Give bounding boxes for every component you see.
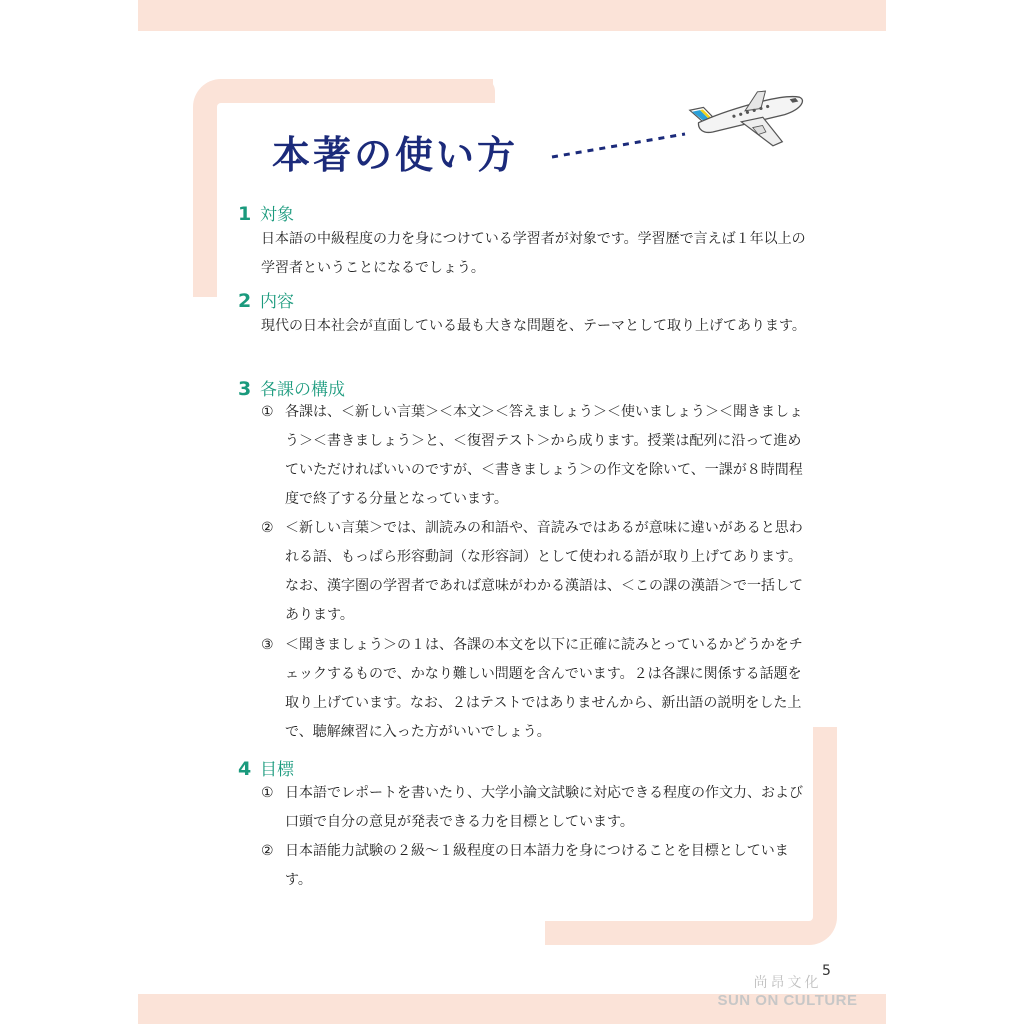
section-3-title: 各課の構成 <box>260 380 345 400</box>
publisher-logo <box>700 972 875 1009</box>
section-1-paragraph: 日本語の中級程度の力を身につけている学習者が対象です。学習歴で言えば１年以上の学習者ということになるでしょう。 <box>261 231 806 276</box>
section-2-heading <box>238 287 294 312</box>
section-2-title: 内容 <box>260 292 294 312</box>
section-3-item-3 <box>261 631 806 747</box>
item-marker: ① <box>261 404 274 420</box>
publisher-name-en: SUN ON CULTURE <box>717 992 858 1009</box>
section-3-heading <box>238 375 345 400</box>
section-3-number: 3 <box>238 378 252 400</box>
airplane-icon <box>550 80 810 170</box>
page-number: 5 <box>822 963 831 979</box>
section-1-title: 対象 <box>260 205 294 225</box>
section-4-number: 4 <box>238 758 252 780</box>
item-marker: ① <box>261 785 274 801</box>
top-band <box>138 0 886 31</box>
page-title: 本著の使い方 <box>272 133 519 177</box>
section-1-number: 1 <box>238 203 252 225</box>
section-4-item-2 <box>261 837 806 895</box>
item-marker: ② <box>261 843 274 859</box>
item-text: 各課は、＜新しい言葉＞＜本文＞＜答えましょう＞＜使いましょう＞＜聞きましょう＞＜書きましょう＞と、＜復習テスト＞から成ります。授業は配列に沿って進めていただければいいのですが、＜書きましょう＞の作文を除いて、一課が８時間程度で終了する分量となっています。 <box>285 404 803 507</box>
item-marker: ② <box>261 520 274 536</box>
section-2-number: 2 <box>238 290 252 312</box>
section-4-title: 目標 <box>260 760 294 780</box>
item-text: ＜聞きましょう＞の１は、各課の本文を以下に正確に読みとっているかどうかをチェックするもので、かなり難しい問題を含んでいます。２は各課に関係する話題を取り上げています。なお、２はテストではありませんから、新出語の説明をした上で、聴解練習に入った方がいいでしょう。 <box>285 637 803 740</box>
item-text: 日本語でレポートを書いたり、大学小論文試験に対応できる程度の作文力、および口頭で自分の意見が発表できる力を目標としています。 <box>285 785 803 830</box>
section-4-item-1 <box>261 779 806 837</box>
section-2-paragraph: 現代の日本社会が直面している最も大きな問題を、テーマとして取り上げてあります。 <box>261 318 806 334</box>
item-text: 日本語能力試験の２級〜１級程度の日本語力を身につけることを目標としています。 <box>285 843 789 888</box>
item-marker: ③ <box>261 637 274 653</box>
publisher-name-cn: 尚昂文化 <box>753 975 822 991</box>
section-4-heading <box>238 755 294 780</box>
section-3-item-1 <box>261 398 806 514</box>
section-1-heading <box>238 200 294 225</box>
item-text: ＜新しい言葉＞では、訓読みの和語や、音読みではあるが意味に違いがあると思われる語、もっぱら形容動詞（な形容詞）として使われる語が取り上げてあります。なお、漢字圏の学習者であれば意味がわかる漢語は、＜この課の漢語＞で一括してあります。 <box>285 520 803 623</box>
section-3-item-2 <box>261 514 806 630</box>
